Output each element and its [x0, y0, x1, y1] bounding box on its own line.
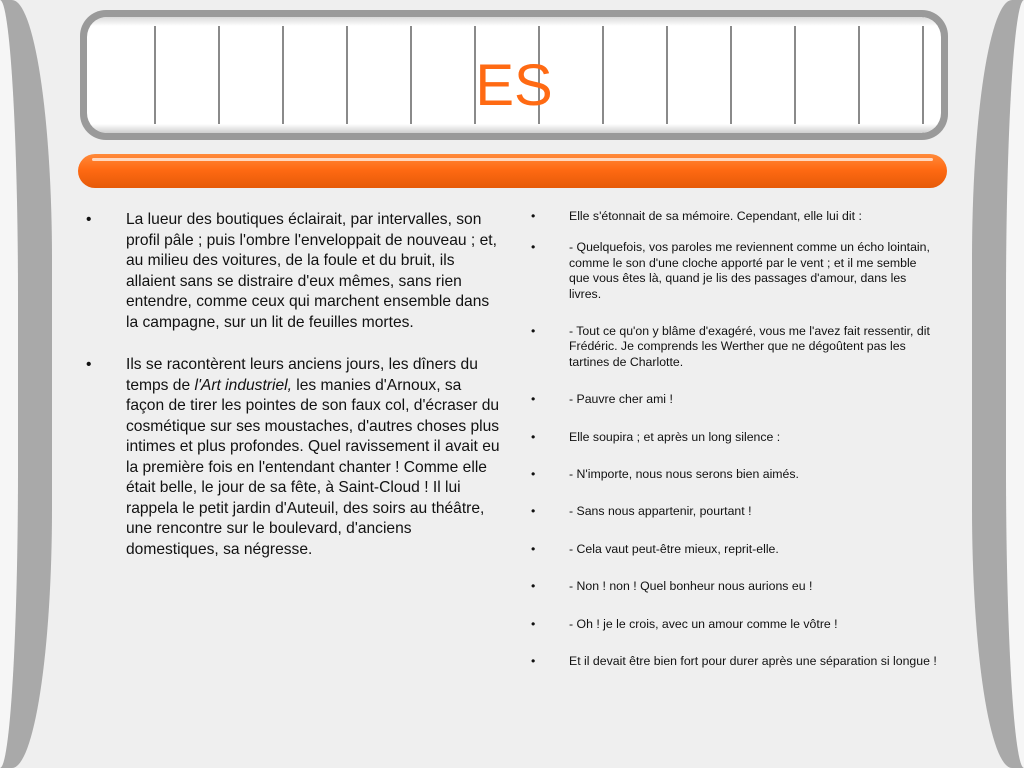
dialogue-line: - Quelquefois, vos paroles me reviennent comme un écho lointain, comme le son d'une cloche apporté par le vent ; et il me semble que vous êtes là, quand je lis des passages d'amour, dans les livres.	[569, 240, 930, 301]
bullet-marker: •	[531, 654, 536, 669]
dialogue-line: - Oh ! je le crois, avec un amour comme le vôtre !	[569, 616, 838, 631]
dialogue-line: - Pauvre cher ami !	[569, 392, 673, 407]
bullet-marker: •	[86, 356, 92, 373]
dialogue-line: - Sans nous appartenir, pourtant !	[569, 504, 752, 519]
list-item	[86, 355, 500, 560]
bullet-marker: •	[531, 616, 536, 631]
dialogue-line: Elle soupira ; et après un long silence :	[569, 429, 781, 444]
list-item	[530, 392, 940, 407]
dialogue-line: Elle s'étonnait de sa mémoire. Cependant, elle lui dit :	[569, 209, 862, 223]
bullet-marker: •	[86, 211, 92, 228]
list-item	[530, 209, 940, 224]
right-text-column	[530, 209, 940, 692]
orange-divider-bar	[78, 154, 947, 188]
list-item	[530, 324, 940, 370]
list-item	[530, 430, 940, 445]
bullet-marker: •	[531, 209, 536, 223]
bullet-marker: •	[531, 392, 536, 407]
dialogue-line: - Tout ce qu'on y blâme d'exagéré, vous me l'avez fait ressentir, dit Frédéric. Je comprends les Werther que ne dégoûtent pas les tartines de Charlotte.	[569, 324, 930, 369]
list-item	[530, 504, 940, 519]
left-text-column	[86, 210, 500, 582]
paragraph-text-end: les manies d'Arnoux, sa façon de tirer les pointes de son faux col, d'écraser du cosmétique sur ses moustaches, d'autres choses plus intimes et plus profondes. Quel ravissement il avait eu la première fois en l'entendant chanter ! Comme elle était belle, le jour de sa fête, à Saint-Cloud ! Il lui rappela le petit jardin d'Auteuil, des soirs au théâtre, une rencontre sur le boulevard, d'anciens domestiques, sa négresse.	[126, 376, 500, 558]
bullet-marker: •	[531, 579, 536, 594]
list-item	[530, 467, 940, 482]
paragraph-text-start: Ils se racontèrent leurs anciens jours, les dîners du temps de	[126, 356, 478, 394]
left-decorative-panel	[0, 0, 52, 768]
slide-title: ES	[475, 53, 553, 118]
italic-title: l'Art industriel,	[194, 376, 292, 394]
dialogue-line: - Cela vaut peut-être mieux, reprit-elle.	[569, 541, 779, 556]
bullet-marker: •	[531, 504, 536, 519]
title-frame	[80, 10, 948, 140]
dialogue-line: - N'importe, nous nous serons bien aimés.	[569, 467, 799, 482]
list-item	[86, 210, 500, 333]
bullet-marker: •	[531, 324, 536, 339]
list-item	[530, 240, 940, 302]
bullet-marker: •	[531, 240, 536, 255]
list-item	[530, 579, 940, 594]
dialogue-line: - Non ! non ! Quel bonheur nous aurions eu !	[569, 579, 813, 594]
bullet-marker: •	[531, 429, 536, 444]
right-bullet-list	[530, 209, 940, 670]
title-banner	[87, 17, 941, 133]
paragraph-text: La lueur des boutiques éclairait, par intervalles, son profil pâle ; puis l'ombre l'enveloppait de nouveau ; et, au milieu des voitures, de la foule et du bruit, ils allaient sans se distraire d'eux mêmes, sans rien entendre, comme ceux qui marchent ensemble dans la campagne, sur un lit de feuilles mortes.	[126, 211, 497, 331]
right-decorative-panel	[972, 0, 1024, 768]
left-bullet-list	[86, 210, 500, 560]
list-item	[530, 617, 940, 632]
list-item	[530, 654, 940, 669]
dialogue-line: Et il devait être bien fort pour durer après une séparation si longue !	[569, 654, 937, 669]
paragraph-text	[126, 356, 500, 558]
bullet-marker: •	[531, 467, 536, 482]
bullet-marker: •	[531, 541, 536, 556]
list-item	[530, 542, 940, 557]
